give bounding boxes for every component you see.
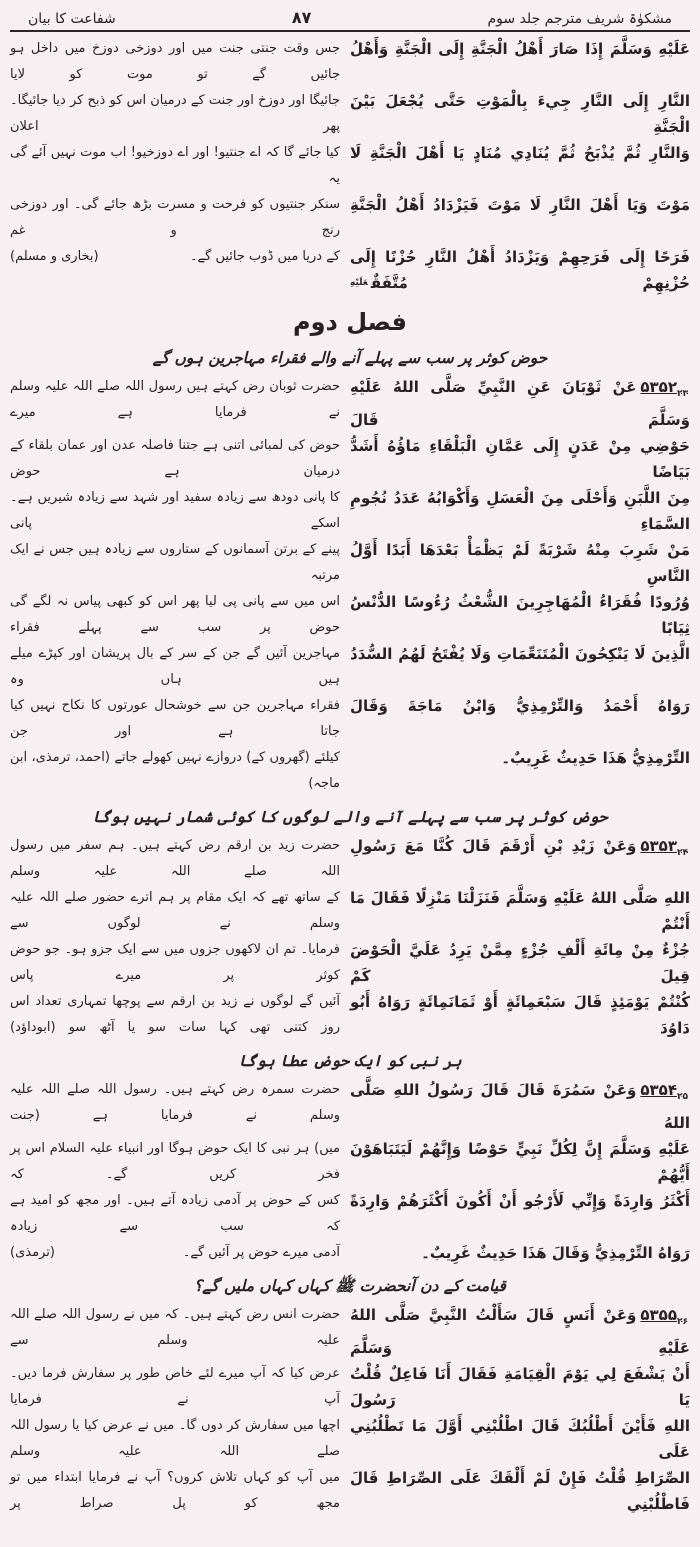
arabic-line [350, 1077, 690, 1136]
urdu-text: آئیں گے لوگوں نے زید بن ارقم سے پوچھا تمہاری تعداد اس روز کتنی تھی کہا سات سو یا آٹھ سو (ابوداؤد) [10, 994, 340, 1035]
urdu-text: جس وقت جنتی جنت میں اور دوزخی دوزخ میں داخل ہو جائیں گے تو موت کو لایا [10, 41, 340, 82]
arabic-text: وَعَنْ سَمُرَةَ قَالَ قَالَ رَسُولُ اللهِ صَلَّى اللهُ [350, 1081, 690, 1132]
arabic-line [350, 989, 690, 1041]
arabic-line [350, 140, 690, 192]
arabic-line [350, 537, 690, 589]
arabic-line [350, 192, 690, 244]
arabic-text: وُرُودًا فُقَرَاءُ الْمُهَاجِرِينَ الشُّعْثُ رُءُوسًا الدُّنْسُ ثِيَابًا [350, 593, 690, 637]
text-block [10, 1077, 690, 1266]
arabic-text: اللهِ صَلَّى اللهُ عَلَيْهِ وَسَلَّمَ فَنَزَلْنَا مَنْزِلًا فَقَالَ مَا أَنْتُمْ [350, 889, 690, 933]
urdu-text: کیلئے (گھروں کے) دروازے نہیں کھولے جاتے (احمد، ترمذی، ابن ماجہ) [10, 750, 340, 791]
urdu-text: اچھا میں سفارش کر دوں گا۔ میں نے عرض کیا یا رسول اللہ صلے اللہ علیہ وسلم [10, 1418, 340, 1459]
arabic-line [350, 36, 690, 88]
urdu-text: حضرت سمرہ رض کہتے ہیں۔ رسول اللہ صلے اللہ علیہ وسلم نے فرمایا ہے (جنت [10, 1082, 340, 1123]
urdu-line [10, 244, 340, 296]
arabic-text: النَّارِ إِلَى النَّارِ جِيءَ بِالْمَوْتِ حَتَّى يُجْعَلَ بَيْنَ الْجَنَّةِ [350, 92, 690, 136]
urdu-line [10, 693, 340, 745]
urdu-text: کے دریا میں ڈوب جائیں گے۔ [189, 249, 340, 264]
citation: (بخاری و مسلم) [10, 249, 99, 264]
arabic-text: الَّذِينَ لَا يَنْكِحُونَ الْمُتَنَعِّمَاتِ وَلَا يُفْتَحُ لَهُمُ السُّدَدُ [350, 645, 690, 663]
urdu-line [10, 589, 340, 641]
urdu-text: کس کے حوض پر آدمی زیادہ آتے ہیں۔ اور مجھ کو امید ہے کہ سب سے زیادہ [10, 1193, 340, 1234]
arabic-text: رَوَاهُ أَحْمَدُ وَالتِّرْمِذِيُّ وَابْنُ مَاجَةَ وَقَالَ [350, 697, 690, 715]
urdu-line [10, 485, 340, 537]
arabic-text: فَرَحًا إِلَى فَرَحِهِمْ وَيَزْدَادُ أَهْلُ النَّارِ حُزْنًا إِلَى حُزْنِهِمْ مُتَّفَقٌ [350, 248, 690, 292]
hadith-number: $۵۳۵۳_{۲۴}$ [640, 837, 688, 858]
urdu-line [10, 745, 340, 797]
arabic-text: التِّرْمِذِيُّ هَذَا حَدِيثٌ غَرِيبٌ۔ [501, 749, 690, 767]
arabic-text: كُنْتُمْ يَوْمَئِذٍ قَالَ سَبْعَمِائَةٍ أَوْ ثَمَانَمِائَةٍ رَوَاهُ أَبُو دَاوُدَ [350, 993, 690, 1037]
arabic-line [350, 1240, 690, 1266]
arabic-text: أَكْثَرُ وَارِدَةً وَإِنِّي لَأَرْجُو أَنْ أَكُونَ أَكْثَرَهُمْ وَارِدَةً [350, 1192, 690, 1210]
hadith-sub-number: ۲۶ [677, 1317, 688, 1327]
arabic-line [350, 1413, 690, 1465]
urdu-text: اس میں سے پانی پی لیا پھر اس کو کبھی پیاس نہ لگے گی حوض پر سب سے پہلے فقراء [10, 594, 340, 635]
urdu-line [10, 989, 340, 1041]
text-block [10, 1302, 690, 1517]
arabic-line [350, 937, 690, 989]
urdu-line [10, 1240, 340, 1266]
urdu-line [10, 1465, 340, 1517]
urdu-line [10, 374, 340, 433]
text-block [10, 374, 690, 797]
arabic-text: عَنْ ثَوْبَانَ عَنِ النَّبِيِّ صَلَّى اللهُ عَلَيْهِ وَسَلَّمَ قَالَ [350, 378, 690, 429]
arabic-text: رَوَاهُ التِّرْمِذِيُّ وَقَالَ هَذَا حَدِيثٌ غَرِيبٌ۔ [421, 1244, 690, 1262]
urdu-text: فرمایا۔ تم ان لاکھوں جزوں میں سے ایک جزو ہو۔ جو حوض کوثر پر میرے پاس [10, 942, 340, 983]
urdu-text: حضرت زید بن ارقم رض کہتے ہیں۔ ہم سفر میں رسول اللہ صلے اللہ علیہ وسلم [10, 838, 340, 879]
urdu-text: حضرت انس رض کہتے ہیں۔ کہ میں نے رسول اللہ صلے اللہ علیہ وسلم سے [10, 1307, 340, 1348]
hadith-heading: حوض کوثر پر سب سے پہلے آنے والے فقراء مہاجرین ہوں گے [152, 349, 548, 367]
urdu-text: عرض کیا کہ آپ میرے لئے خاص طور پر سفارش فرما دیں۔ آپ نے فرمایا [10, 1366, 340, 1407]
urdu-text: حضرت ثوبان رض کہتے ہیں رسول اللہ صلے اللہ علیہ وسلم نے فرمایا ہے میرے [10, 379, 340, 420]
arabic-text: جُزْءٌ مِنْ مِائَةِ أَلْفِ جُزْءٍ مِمَّنْ يَرِدُ عَلَيَّ الْحَوْضَ قِيلَ كَمْ [350, 941, 690, 985]
arabic-line [350, 885, 690, 937]
urdu-line [10, 833, 340, 885]
urdu-line [10, 885, 340, 937]
urdu-line [10, 433, 340, 485]
hadith-heading: حوض کوثر پر سب سے پہلے آنے والے لوگوں کا کوئی شمار نہیں ہوگا [92, 808, 608, 826]
urdu-text: مہاجرین آئیں گے جن کے سر کے بال پریشان اور کپڑے میلے ہیں ہاں وہ [10, 646, 340, 687]
hadith-sub-number: ۲۳ [677, 389, 688, 399]
text-block [10, 36, 690, 296]
urdu-text: جائیگا اور دوزخ اور جنت کے درمیان اس کو ذبح کر دیا جائیگا۔ پھر اعلان [10, 93, 340, 134]
urdu-text: حوض کی لمبائی اتنی ہے جتنا فاصلہ عدن اور عمان بلقاء کے درمیان ہے حوض [10, 438, 340, 479]
urdu-text: کا پانی دودھ سے زیادہ سفید اور شہد سے زیادہ شیریں ہے۔ اسکے پانی [10, 490, 340, 531]
arabic-text: عَلَيْهِ وَسَلَّمَ إِذَا صَارَ أَهْلُ الْجَنَّةِ إِلَى الْجَنَّةِ وَأَهْلُ [350, 40, 690, 58]
arabic-text: عَلَيْهِ وَسَلَّمَ إِنَّ لِكُلِّ نَبِيٍّ حَوْضًا وَإِنَّهُمْ لَيَتَبَاهَوْنَ أَيُّهُمْ [350, 1140, 690, 1184]
hadith-heading: ہر نبی کو ایک حوض عطا ہوگا [238, 1052, 462, 1070]
urdu-text: فقراء مہاجرین جن سے خوشحال عورتوں کا نکاح نہیں کیا جاتا ہے اور جن [10, 698, 340, 739]
urdu-line [10, 140, 340, 192]
margin-note: عَلَيْهِ [350, 278, 368, 288]
urdu-line [10, 88, 340, 140]
page-number: ۸۷ [291, 8, 312, 27]
page-content [10, 36, 690, 1517]
arabic-text: اللهِ فَأَيْنَ أَطْلُبُكَ قَالَ اطْلُبْنِي أَوَّلَ مَا تَطْلُبُنِي عَلَى [350, 1417, 690, 1461]
urdu-line [10, 1136, 340, 1188]
urdu-line [10, 36, 340, 88]
arabic-line [350, 244, 690, 296]
arabic-line [350, 1302, 690, 1361]
arabic-line [350, 433, 690, 485]
arabic-text: الصِّرَاطِ قُلْتُ فَإِنْ لَمْ أَلْقَكَ عَلَى الصِّرَاطِ قَالَ فَاطْلُبْنِي [350, 1469, 690, 1513]
arabic-text: حَوْضِي مِنْ عَدَنٍ إِلَى عَمَّانِ الْبَلْقَاءِ مَاؤُهُ أَشَدُّ بَيَاضًا [350, 437, 690, 481]
arabic-text: مَنْ شَرِبَ مِنْهُ شَرْبَةً لَمْ يَظْمَأْ بَعْدَهَا أَبَدًا أَوَّلُ النَّاسِ [350, 541, 690, 585]
urdu-line [10, 1413, 340, 1465]
urdu-text: سنکر جنتیوں کو فرحت و مسرت بڑھ جائے گی۔ اور دوزخی رنج و غم [10, 197, 340, 238]
hadith-number: $۵۳۵۵_{۲۶}$ [640, 1306, 688, 1327]
urdu-text: میں) ہر نبی کا ایک حوض ہوگا اور انبیاء علیہ السلام اس پر فخر کریں گے۔ کہ [10, 1141, 340, 1182]
page-header [10, 8, 690, 32]
urdu-text: کے ساتھ تھے کہ ایک مقام پر ہم اترے حضور صلے اللہ علیہ وسلم نے لوگوں سے [10, 890, 340, 931]
urdu-line [10, 1361, 340, 1413]
hadith-heading: قیامت کے دن آنحضرت ﷺ کہاں کہاں ملیں گے؟ [194, 1277, 506, 1295]
arabic-line [350, 693, 690, 745]
hadith-sub-number: ۲۵ [677, 1092, 688, 1102]
urdu-line [10, 937, 340, 989]
text-block [10, 833, 690, 1041]
chapter-title: شفاعت کا بیان [28, 11, 116, 27]
urdu-line [10, 1302, 340, 1361]
urdu-text: میں آپ کو کہاں تلاش کروں؟ آپ نے فرمایا ابتداء میں تو مجھ کو پل صراط پر [10, 1470, 340, 1511]
arabic-text: أَنْ يَشْفَعَ لِي يَوْمَ الْقِيَامَةِ فَقَالَ أَنَا فَاعِلٌ قُلْتُ يَا رَسُولَ [350, 1365, 690, 1409]
arabic-line [350, 833, 690, 885]
arabic-line [350, 485, 690, 537]
urdu-line [10, 641, 340, 693]
arabic-text: وَعَنْ زَيْدِ بْنِ أَرْقَمَ قَالَ كُنَّا مَعَ رَسُولِ [350, 837, 637, 855]
arabic-line [350, 374, 690, 433]
section-title: فصل دوم [293, 308, 407, 336]
arabic-line [350, 1361, 690, 1413]
hadith-number: $۵۳۵۴_{۲۵}$ [640, 1081, 688, 1102]
urdu-text: کیا جائے گا کہ اے جنتیو! اور اے دوزخیو! اب موت نہیں آئے گی یہ [10, 145, 340, 186]
arabic-text: مِنَ اللَّبَنِ وَأَحْلَى مِنَ الْعَسَلِ وَأَكْوَابُهُ عَدَدُ نُجُومِ السَّمَاءِ [350, 489, 690, 533]
arabic-line [350, 745, 690, 797]
arabic-line [350, 1136, 690, 1188]
arabic-line [350, 1465, 690, 1517]
arabic-text: مَوْتَ وَيَا أَهْلَ النَّارِ لَا مَوْتَ فَيَزْدَادُ أَهْلُ الْجَنَّةِ [350, 196, 690, 214]
book-title: مشکوٰۃ شریف مترجم جلد سوم [487, 11, 672, 27]
urdu-line [10, 1077, 340, 1136]
urdu-text: آدمی میرے حوض پر آئیں گے۔ [182, 1245, 340, 1260]
arabic-line [350, 88, 690, 140]
arabic-text: وَالنَّارِ ثُمَّ يُذْبَحُ ثُمَّ يُنَادِي مُنَادٍ يَا أَهْلَ الْجَنَّةِ لَا [350, 144, 690, 162]
hadith-number: $۵۳۵۲_{۲۳}$ [640, 378, 688, 399]
arabic-text: وَعَنْ أَنَسٍ قَالَ سَأَلْتُ النَّبِيَّ صَلَّى اللهُ عَلَيْهِ وَسَلَّمَ [350, 1306, 690, 1357]
hadith-sub-number: ۲۴ [677, 848, 688, 858]
urdu-line [10, 1188, 340, 1240]
arabic-line [350, 1188, 690, 1240]
urdu-line [10, 537, 340, 589]
arabic-line [350, 589, 690, 641]
urdu-line [10, 192, 340, 244]
citation: (ترمذی) [10, 1245, 55, 1260]
arabic-line [350, 641, 690, 693]
urdu-text: پینے کے برتن آسمانوں کے ستاروں سے زیادہ ہیں جس نے ایک مرتبہ [10, 542, 340, 583]
